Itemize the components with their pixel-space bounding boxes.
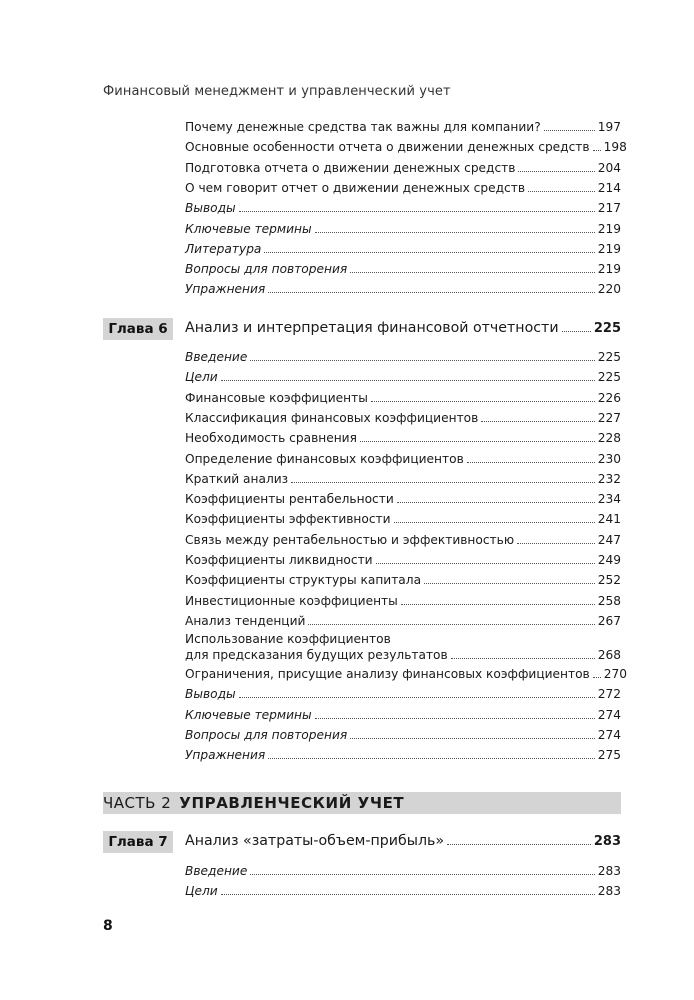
toc-entry-title: Ключевые термины: [185, 221, 312, 236]
toc-entry-page: 198: [603, 140, 627, 155]
toc-entry-page: 272: [597, 687, 621, 702]
toc-entry-title: Краткий анализ: [185, 471, 289, 486]
toc-entry-page: 247: [597, 532, 621, 547]
dot-leader: [360, 441, 595, 442]
toc-entry[interactable]: [185, 281, 621, 297]
toc-entry[interactable]: [185, 532, 621, 548]
chapter-6-title: Анализ и интерпретация финансовой отчетности: [185, 320, 559, 336]
toc-entry[interactable]: [185, 552, 621, 568]
dot-leader: [239, 697, 595, 698]
toc-entry-page: 228: [597, 431, 621, 446]
part-name: УПРАВЛЕНЧЕСКИЙ УЧЕТ: [179, 794, 405, 812]
toc-entry[interactable]: [185, 471, 621, 487]
toc-entry-page: 234: [597, 492, 621, 507]
toc-entry-two-line[interactable]: [185, 631, 621, 663]
toc-entry-title: Введение: [185, 350, 248, 364]
toc-entry-title-line1: Использование коэффициентов: [185, 632, 391, 646]
toc-entry-title: Ограничения, присущие анализу финансовых коэффициентов: [185, 667, 590, 681]
toc-entry-title: Введение: [185, 864, 248, 878]
toc-entry-page: 204: [597, 160, 621, 175]
toc-entry-page: 258: [597, 593, 621, 608]
toc-entry-title: Вопросы для повторения: [185, 262, 348, 277]
toc-entry-title: Литература: [185, 241, 262, 256]
dot-leader: [315, 718, 595, 719]
toc-entry[interactable]: [185, 180, 621, 196]
dot-leader: [424, 583, 595, 584]
toc-entry-title: Упражнения: [185, 282, 266, 297]
dot-leader: [394, 522, 595, 523]
toc-entry-title: Определение финансовых коэффициентов: [185, 451, 464, 466]
toc-entry-title: Коэффициенты структуры капитала: [185, 573, 422, 588]
toc-entry[interactable]: [185, 430, 621, 446]
toc-entry-page: 220: [597, 282, 621, 297]
chapter-6-label: Глава 6: [103, 318, 173, 340]
toc-entry-page: 270: [603, 667, 628, 681]
toc-entry[interactable]: [185, 200, 621, 216]
toc-entry-page: 283: [597, 864, 621, 878]
toc-entry-page: 230: [597, 451, 621, 466]
toc-entry[interactable]: [185, 261, 621, 277]
toc-entry-title: Цели: [185, 884, 218, 899]
toc-entry-title: Анализ тенденций: [185, 613, 306, 628]
toc-entry[interactable]: [185, 451, 621, 467]
dot-leader: [268, 758, 594, 759]
chapter-6-page: 225: [593, 321, 621, 336]
dot-leader: [517, 543, 595, 544]
running-head: Финансовый менеджмент и управленческий учет: [103, 84, 451, 99]
chapter-7-title: Анализ «затраты-объем-прибыль»: [185, 833, 445, 849]
dot-leader: [221, 894, 595, 895]
dot-leader: [291, 482, 595, 483]
toc-entry-title: Почему денежные средства так важны для компании?: [185, 120, 541, 134]
toc-entry[interactable]: [185, 410, 621, 426]
toc-entry-title: Подготовка отчета о движении денежных средств: [185, 160, 516, 175]
toc-entry-page: 274: [597, 727, 621, 742]
toc-entry-title: Необходимость сравнения: [185, 431, 357, 446]
dot-leader: [467, 462, 595, 463]
dot-leader: [451, 658, 595, 659]
dot-leader: [264, 252, 594, 253]
toc-entry[interactable]: [185, 349, 621, 365]
dot-leader: [371, 401, 595, 402]
dot-leader: [268, 292, 594, 293]
toc-entry-page: 225: [597, 350, 621, 364]
dot-leader: [308, 624, 594, 625]
chapter-7-page: 283: [593, 834, 621, 849]
toc-entry[interactable]: [185, 119, 621, 135]
dot-leader: [397, 502, 595, 503]
toc-entry-page: 274: [597, 707, 621, 722]
toc-entry-page: 267: [597, 613, 621, 628]
toc-entry-page: 225: [597, 370, 621, 385]
toc-entry-title: Ключевые термины: [185, 707, 312, 722]
toc-entry-title: Вопросы для повторения: [185, 727, 348, 742]
toc-entry-title: Коэффициенты рентабельности: [185, 492, 394, 507]
toc-entry-title: Связь между рентабельностью и эффективностью: [185, 532, 515, 547]
dot-leader: [593, 677, 601, 678]
part-number: ЧАСТЬ 2: [103, 794, 172, 812]
dot-leader: [250, 874, 594, 875]
toc-entry-title: Коэффициенты эффективности: [185, 512, 391, 527]
toc-entry[interactable]: [185, 160, 621, 176]
toc-entry-page: 214: [597, 180, 621, 195]
toc-entry-title: Упражнения: [185, 748, 266, 763]
toc-entry-title: Коэффициенты ликвидности: [185, 553, 373, 567]
toc-entry-page: 219: [597, 221, 621, 236]
dot-leader: [544, 130, 595, 131]
dot-leader: [350, 272, 595, 273]
toc-entry[interactable]: [185, 883, 621, 899]
chapter-7-label: Глава 7: [103, 831, 173, 853]
toc-entry[interactable]: [185, 241, 621, 257]
dot-leader: [481, 421, 594, 422]
dot-leader: [528, 191, 595, 192]
toc-entry-page: 283: [597, 884, 621, 899]
dot-leader: [562, 331, 591, 332]
dot-leader: [401, 604, 595, 605]
toc-entry[interactable]: [185, 593, 621, 609]
toc-entry-page: 219: [597, 262, 621, 277]
toc-entry[interactable]: [185, 727, 621, 743]
toc-entry-title: Выводы: [185, 201, 236, 216]
toc-entry[interactable]: [185, 221, 621, 237]
toc-entry-page: 241: [597, 512, 621, 527]
toc-entry[interactable]: [185, 863, 621, 879]
toc-entry-title: Инвестиционные коэффициенты: [185, 593, 398, 608]
toc-entry[interactable]: [185, 686, 621, 702]
toc-entry-page: 249: [597, 553, 621, 567]
dot-leader: [376, 563, 595, 564]
toc-entry-title: Классификация финансовых коэффициентов: [185, 410, 479, 425]
toc-entry[interactable]: [185, 491, 621, 507]
toc-entry[interactable]: [185, 511, 621, 527]
dot-leader: [239, 211, 595, 212]
toc-entry[interactable]: [185, 369, 621, 385]
chapter-6-title-row[interactable]: [185, 318, 621, 339]
toc-entry-title: Финансовые коэффициенты: [185, 390, 368, 405]
toc-entry-page: 275: [597, 748, 621, 763]
toc-entry[interactable]: [185, 707, 621, 723]
toc-entry-page: 268: [597, 648, 621, 662]
toc-entry-page: 226: [597, 390, 621, 405]
toc-entry-page: 227: [597, 410, 621, 425]
chapter-7-title-row[interactable]: [185, 831, 621, 852]
toc-entry-title: Выводы: [185, 687, 236, 702]
toc-entry-page: 217: [597, 201, 621, 216]
dot-leader: [447, 844, 591, 845]
dot-leader: [593, 150, 601, 151]
toc-entry-title: Основные особенности отчета о движении денежных средств: [185, 140, 590, 155]
toc-entry-title: Цели: [185, 370, 218, 385]
dot-leader: [315, 232, 595, 233]
dot-leader: [221, 380, 595, 381]
toc-entry[interactable]: [185, 572, 621, 588]
toc-entry[interactable]: [185, 613, 621, 629]
page-number: 8: [103, 918, 113, 934]
toc-entry-page: 197: [597, 120, 621, 134]
dot-leader: [350, 738, 595, 739]
dot-leader: [250, 360, 594, 361]
toc-entry-title: О чем говорит отчет о движении денежных средств: [185, 180, 526, 195]
toc-entry-title-line2: для предсказания будущих результатов: [185, 648, 448, 662]
toc-entry[interactable]: [185, 139, 627, 155]
toc-entry-page: 252: [597, 573, 621, 588]
toc-entry-page: 219: [597, 241, 621, 256]
toc-entry-page: 232: [597, 471, 621, 486]
toc-entry[interactable]: [185, 666, 628, 682]
toc-entry[interactable]: [185, 390, 621, 406]
dot-leader: [518, 171, 594, 172]
toc-entry[interactable]: [185, 747, 621, 763]
part-2-heading: [103, 792, 404, 814]
